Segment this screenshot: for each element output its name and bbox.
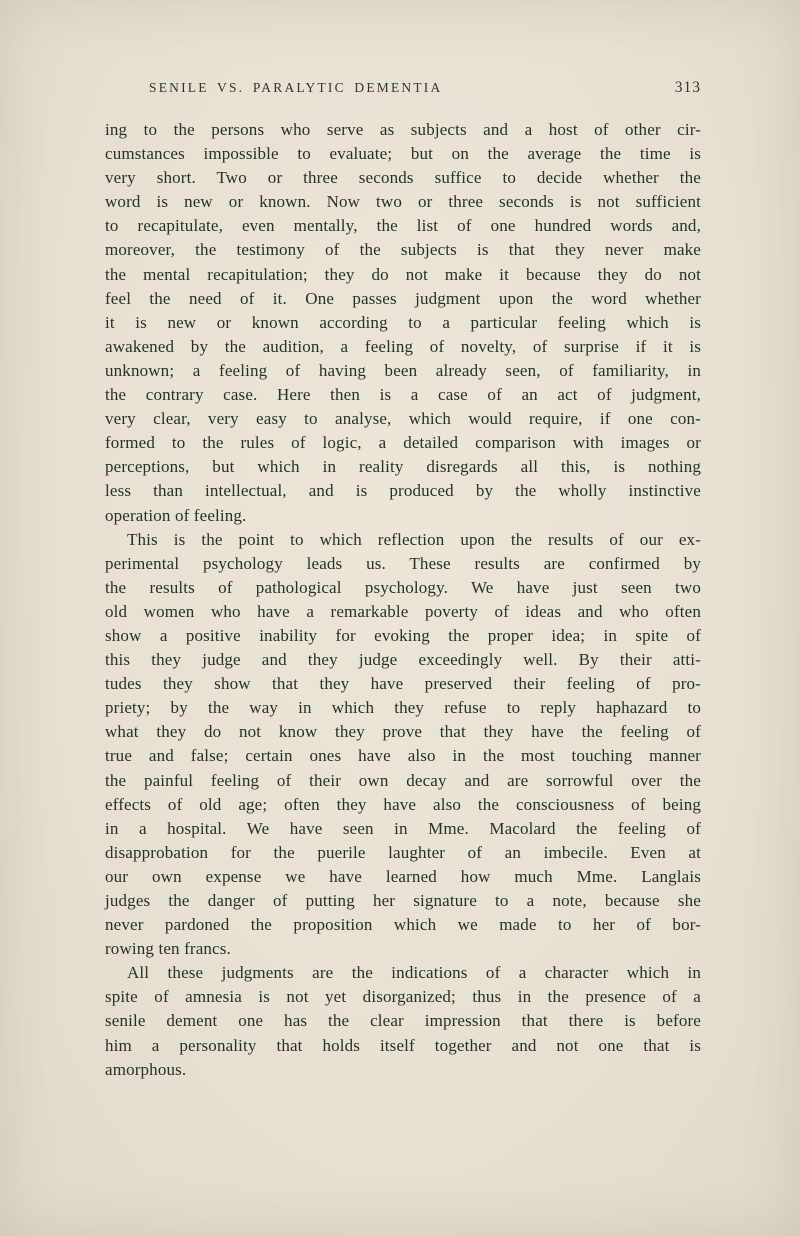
- paragraph: [105, 528, 701, 962]
- text-line: never pardoned the proposition which we made to her of bor-: [105, 915, 701, 935]
- text-line: rowing ten francs.: [105, 939, 231, 959]
- text-line: disapprobation for the puerile laughter of an imbecile. Even at: [105, 842, 701, 862]
- text-line: true and false; certain ones have also in the most touching manner: [105, 746, 701, 766]
- text-line: moreover, the testimony of the subjects is that they never make: [105, 240, 701, 260]
- text-line: effects of old age; often they have also the consciousness of being: [105, 794, 701, 814]
- paragraph: [105, 118, 701, 528]
- text-line: the painful feeling of their own decay and are sorrowful over the: [105, 770, 701, 790]
- text-line: very short. Two or three seconds suffice to decide whether the: [105, 168, 701, 188]
- paragraph: [105, 961, 701, 1081]
- text-line: very clear, very easy to analyse, which would require, if one con-: [105, 409, 701, 429]
- page-number: 313: [674, 79, 701, 96]
- text-line: our own expense we have learned how much Mme. Langlais: [105, 866, 701, 886]
- text-line: word is new or known. Now two or three seconds is not sufficient: [105, 192, 701, 212]
- text-line: operation of feeling.: [105, 505, 247, 525]
- running-header-title: SENILE VS. PARALYTIC DEMENTIA: [149, 80, 443, 95]
- text-line: the results of pathological psychology. We have just seen two: [105, 577, 701, 597]
- running-header: [105, 80, 701, 114]
- text-line: in a hospital. We have seen in Mme. Macolard the feeling of: [105, 818, 701, 838]
- text-line: unknown; a feeling of having been already seen, of familiarity, in: [105, 360, 701, 380]
- text-line: This is the point to which reflection upon the results of our ex-: [127, 529, 701, 549]
- text-line: the contrary case. Here then is a case of an act of judgment,: [105, 385, 701, 405]
- text-line: spite of amnesia is not yet disorganized; thus in the presence of a: [105, 987, 701, 1007]
- text-line: perimental psychology leads us. These results are confirmed by: [105, 553, 701, 573]
- text-line: priety; by the way in which they refuse to reply haphazard to: [105, 698, 701, 718]
- text-line: tudes they show that they have preserved their feeling of pro-: [105, 674, 701, 694]
- text-line: the mental recapitulation; they do not make it because they do not: [105, 264, 701, 284]
- text-line: it is new or known according to a particular feeling which is: [105, 312, 701, 332]
- text-line: cumstances impossible to evaluate; but on the average the time is: [105, 144, 701, 164]
- text-line: to recapitulate, even mentally, the list of one hundred words and,: [105, 216, 701, 236]
- text-line: feel the need of it. One passes judgment upon the word whether: [105, 288, 701, 308]
- text-line: All these judgments are the indications of a character which in: [127, 963, 701, 983]
- text-column: [105, 80, 701, 1082]
- text-line: him a personality that holds itself together and not one that is: [105, 1035, 701, 1055]
- text-line: senile dement one has the clear impression that there is before: [105, 1011, 701, 1031]
- text-line: awakened by the audition, a feeling of novelty, of surprise if it is: [105, 336, 701, 356]
- text-line: ing to the persons who serve as subjects and a host of other cir-: [105, 120, 701, 139]
- text-line: this they judge and they judge exceedingly well. By their atti-: [105, 650, 701, 670]
- text-line: less than intellectual, and is produced by the wholly instinctive: [105, 481, 701, 501]
- text-line: amorphous.: [105, 1059, 187, 1079]
- text-line: perceptions, but which in reality disregards all this, is nothing: [105, 457, 701, 477]
- text-line: old women who have a remarkable poverty of ideas and who often: [105, 601, 701, 621]
- text-line: show a positive inability for evoking the proper idea; in spite of: [105, 625, 701, 645]
- text-line: formed to the rules of logic, a detailed comparison with images or: [105, 433, 701, 453]
- text-line: judges the danger of putting her signature to a note, because she: [105, 891, 701, 910]
- page-body: [105, 118, 701, 1082]
- text-line: what they do not know they prove that they have the feeling of: [105, 722, 701, 742]
